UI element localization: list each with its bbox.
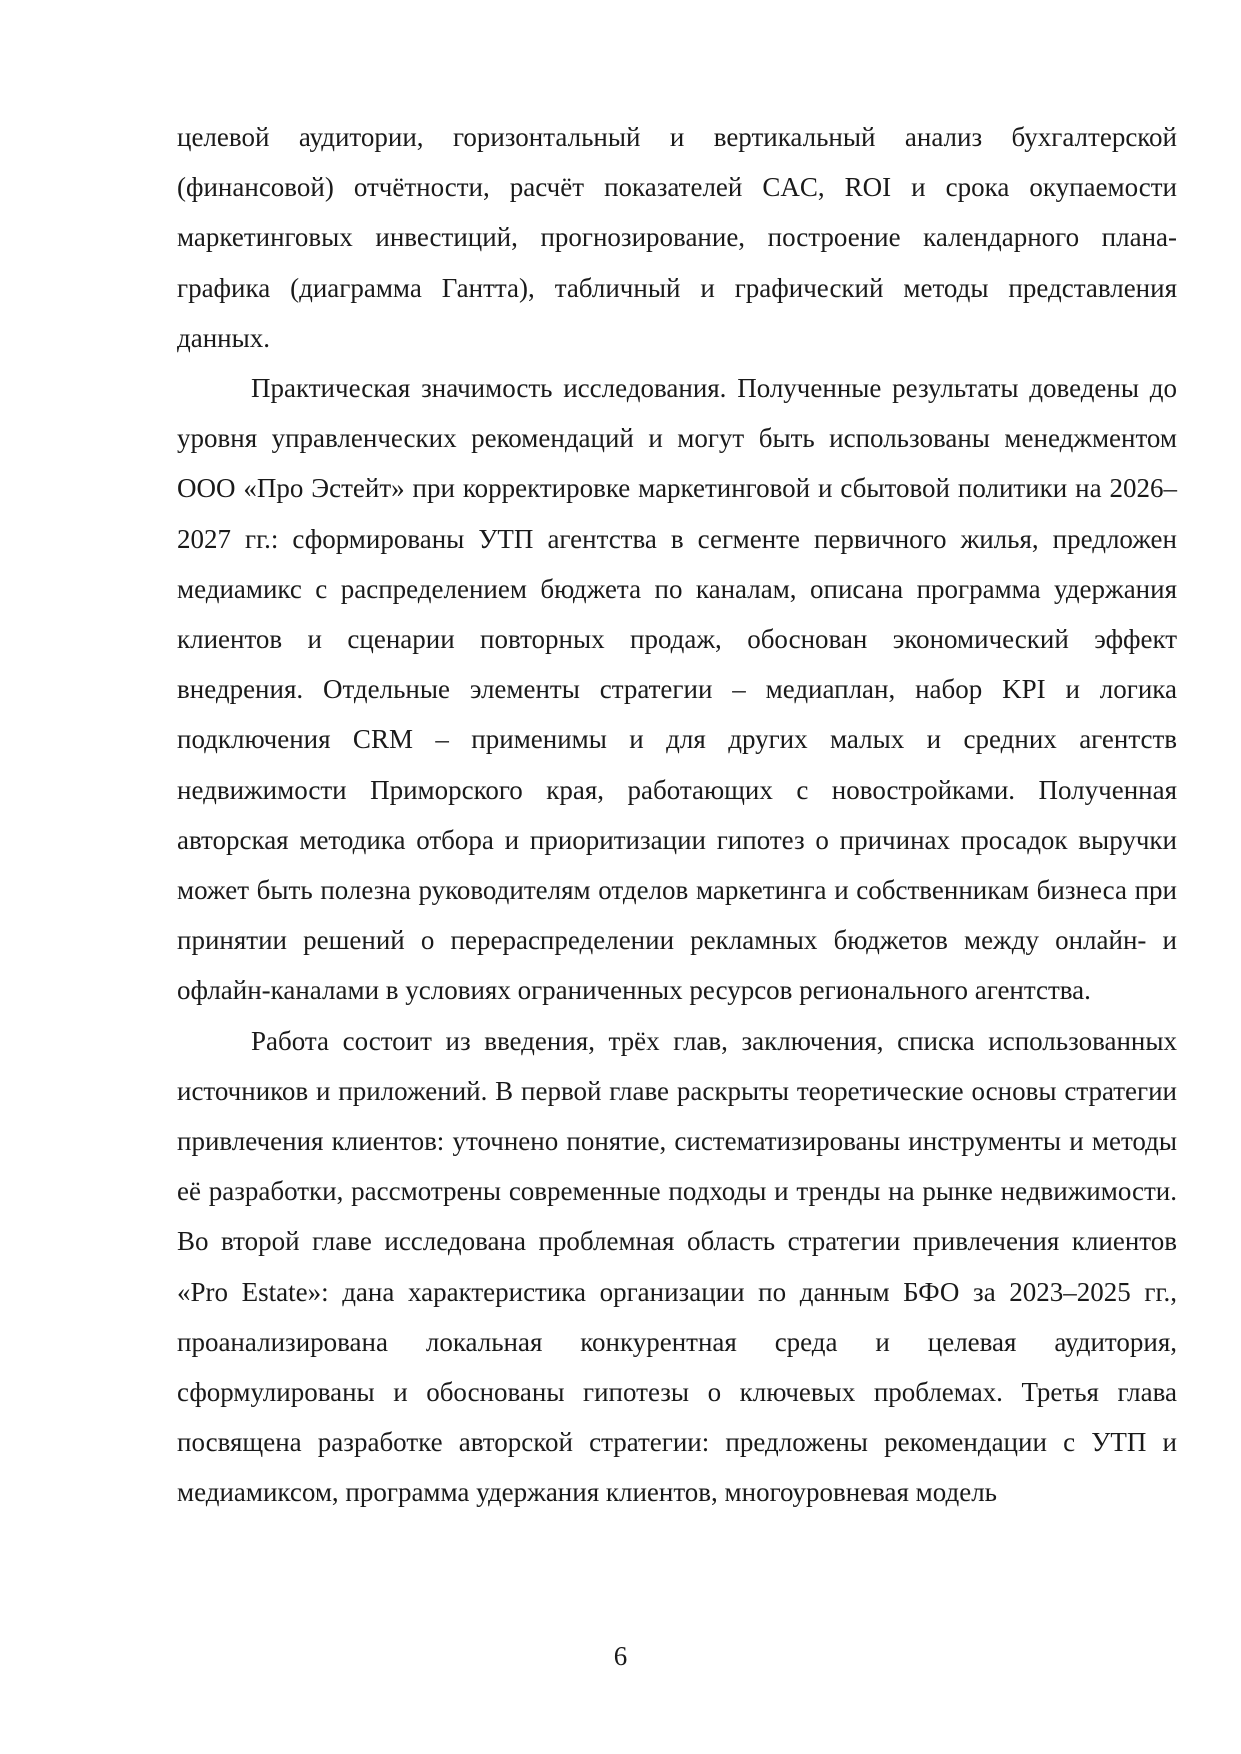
paragraph-practical-significance: Практическая значимость исследования. Полученные результаты доведены до уровня управленческих рекомендаций и могут быть использованы менеджментом ООО «Про Эстейт» при корректировке маркетинговой и сбытовой политики на 2026–2027 гг.: сформированы УТП агентства в сегменте первичного жилья, предложен медиамикс с распределением бюджета по каналам, описана программа удержания клиентов и сценарии повторных продаж, обоснован экономический эффект внедрения. Отдельные элементы стратегии – медиаплан, набор KPI и логика подключения CRM – применимы и для других малых и средних агентств недвижимости Приморского края, работающих с новостройками. Полученная авторская методика отбора и приоритизации гипотез о причинах просадок выручки может быть полезна руководителям отделов маркетинга и собственникам бизнеса при принятии решений о перераспределении рекламных бюджетов между онлайн- и офлайн-каналами в условиях ограниченных ресурсов регионального агентства.	[177, 373, 1177, 1006]
page-number: 6	[613, 1641, 628, 1671]
body-text	[177, 112, 1177, 1518]
paragraph-work-structure: Работа состоит из введения, трёх глав, заключения, списка использованных источников и приложений. В первой главе раскрыты теоретические основы стратегии привлечения клиентов: уточнено понятие, систематизированы инструменты и методы её разработки, рассмотрены современные подходы и тренды на рынке недвижимости. Во второй главе исследована проблемная область стратегии привлечения клиентов «Pro Estate»: дана характеристика организации по данным БФО за 2023–2025 гг., проанализирована локальная конкурентная среда и целевая аудитория, сформулированы и обоснованы гипотезы о ключевых проблемах. Третья глава посвящена разработке авторской стратегии: предложены рекомендации с УТП и медиамиксом, программа удержания клиентов, многоуровневая модель	[177, 1025, 1177, 1508]
paragraph-methods-continuation: целевой аудитории, горизонтальный и вертикальный анализ бухгалтерской (финансовой) отчётности, расчёт показателей CAC, ROI и срока окупаемости маркетинговых инвестиций, прогнозирование, построение календарного плана-графика (диаграмма Гантта), табличный и графический методы представления данных.	[177, 122, 1177, 353]
